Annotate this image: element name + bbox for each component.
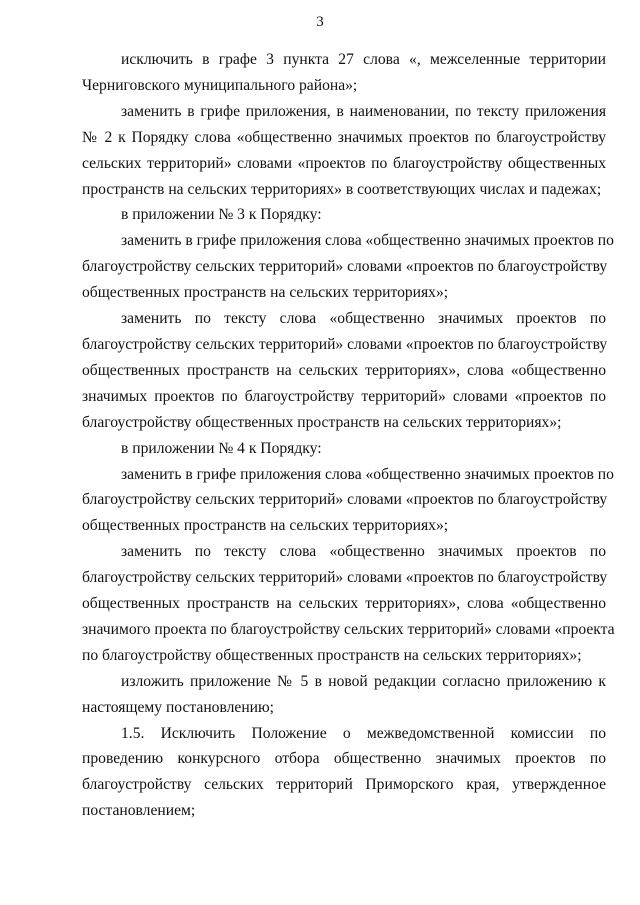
text-line: благоустройству сельских территорий» словами «проектов по благоустройству — [82, 491, 608, 509]
text-line: значимого проекта по благоустройству сельских территорий» словами «проекта — [82, 620, 615, 638]
text-line: заменить по тексту слова «общественно значимых проектов по — [121, 310, 606, 328]
text-line: благоустройству сельских территорий» словами «проектов по благоустройству — [82, 258, 608, 276]
text-line: сельских территорий» словами «проектов по благоустройству общественных — [82, 154, 606, 172]
paragraph — [82, 721, 606, 825]
text-line: настоящему постановлению; — [82, 698, 275, 716]
text-line: Черниговского муниципального района»; — [82, 76, 358, 94]
text-line: 1.5. Исключить Положение о межведомственной комиссии по — [121, 724, 606, 742]
text-line: проведению конкурсного отбора общественно значимых проектов по — [82, 750, 606, 768]
text-line: в приложении № 4 к Порядку: — [121, 439, 322, 457]
paragraph — [82, 462, 614, 540]
text-line: благоустройству сельских территорий Приморского края, утвержденное — [82, 776, 606, 794]
paragraph — [82, 202, 606, 228]
document-body — [82, 47, 615, 824]
text-line: пространств на сельских территориях» в соответствующих числах и падежах; — [82, 180, 602, 198]
text-line: № 2 к Порядку слова «общественно значимых проектов по благоустройству — [82, 128, 606, 146]
text-line: в приложении № 3 к Порядку: — [121, 206, 322, 224]
text-line: постановлением; — [82, 802, 196, 820]
text-line: заменить по тексту слова «общественно значимых проектов по — [121, 543, 606, 561]
text-line: заменить в грифе приложения слова «общественно значимых проектов по — [121, 465, 614, 483]
text-line: благоустройству сельских территорий» словами «проектов по благоустройству — [82, 569, 608, 587]
paragraph — [82, 99, 606, 203]
text-line: благоустройству общественных пространств на сельских территориях»; — [82, 413, 562, 431]
text-line: общественных пространств на сельских территориях»; — [82, 284, 449, 302]
text-line: общественных пространств на сельских территориях», слова «общественно — [82, 595, 606, 613]
text-line: значимых проектов по благоустройству территорий» словами «проектов по — [82, 387, 606, 405]
text-line: изложить приложение № 5 в новой редакции согласно приложению к — [121, 672, 606, 690]
text-line: общественных пространств на сельских территориях», слова «общественно — [82, 361, 606, 379]
text-line: заменить в грифе приложения слова «общественно значимых проектов по — [121, 232, 614, 250]
text-line: исключить в графе 3 пункта 27 слова «, межселенные территории — [121, 51, 606, 68]
paragraph — [82, 306, 606, 436]
page-number: 3 — [316, 14, 324, 30]
paragraph — [82, 228, 614, 306]
paragraph — [82, 669, 606, 721]
text-line: по благоустройству общественных пространств на сельских территориях»; — [82, 646, 582, 664]
text-line: заменить в грифе приложения, в наименовании, по тексту приложения — [121, 102, 606, 120]
paragraph — [82, 436, 606, 462]
paragraph — [82, 539, 615, 669]
paragraph — [82, 47, 606, 99]
text-line: благоустройству сельских территорий» словами «проектов по благоустройству — [82, 335, 608, 353]
text-line: общественных пространств на сельских территориях»; — [82, 517, 449, 535]
